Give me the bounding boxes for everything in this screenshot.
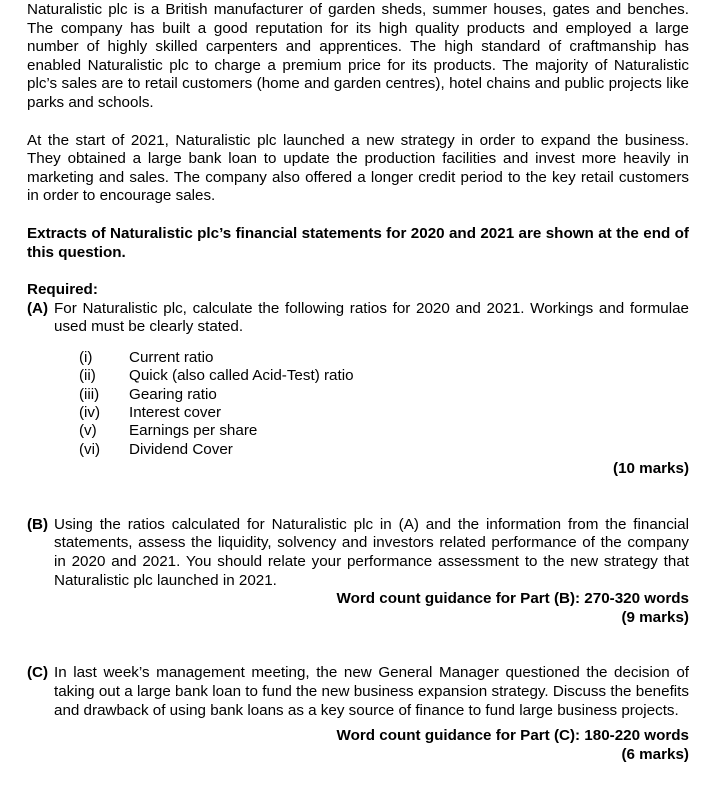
- list-item: [79, 349, 689, 367]
- ratio-number: (i): [79, 348, 93, 366]
- part-b-letter: (B): [27, 515, 49, 533]
- ratio-number: (vi): [79, 440, 101, 458]
- ratio-label: Interest cover: [129, 404, 222, 422]
- list-item: [79, 367, 689, 385]
- ratio-list: [79, 349, 689, 459]
- list-item: [79, 404, 689, 422]
- part-a-letter: (A): [27, 299, 49, 317]
- spacer: [27, 479, 689, 516]
- spacer: [27, 720, 689, 727]
- ratio-label: Gearing ratio: [129, 385, 217, 403]
- spacer: [27, 113, 689, 132]
- spacer: [27, 206, 689, 225]
- part-a: [27, 300, 689, 337]
- part-a-marks: (10 marks): [613, 460, 689, 478]
- part-c-text: In last week’s management meeting, the new General Manager questioned the decision of taking out a large bank loan to fund the new business expansion strategy. Discuss the benefits and drawback of using bank loans as a key source of finance to fund large business projects.: [54, 664, 689, 719]
- part-c-letter: (C): [27, 664, 49, 682]
- ratio-number: (iii): [79, 385, 100, 403]
- part-a-text: For Naturalistic plc, calculate the following ratios for 2020 and 2021. Workings and formulae used must be clearly stated.: [54, 299, 689, 336]
- part-b-word-count: Word count guidance for Part (B): 270-320 words: [336, 590, 689, 608]
- part-c: [27, 664, 689, 720]
- part-b: [27, 516, 689, 590]
- ratio-number: (ii): [79, 367, 96, 385]
- question-document: [27, 1, 689, 764]
- spacer: [27, 627, 689, 664]
- intro-paragraph-2: At the start of 2021, Naturalistic plc launched a new strategy in order to expand the business. They obtained a large bank loan to update the production facilities and invest more heavily in marketing and sales. The company also offered a longer credit period to the key retail customers in order to encourage sales.: [27, 131, 689, 205]
- spacer: [27, 262, 689, 281]
- part-b-text: Using the ratios calculated for Naturalistic plc in (A) and the information from the financial statements, assess the liquidity, solvency and investors related performance of the company in 2020 and 2021. You should relate your performance assessment to the new strategy that Naturalistic plc launched in 2021.: [54, 515, 689, 589]
- ratio-label: Quick (also called Acid-Test) ratio: [129, 367, 354, 385]
- part-b-marks: (9 marks): [621, 608, 689, 626]
- ratio-number: (iv): [79, 404, 101, 422]
- part-c-marks: (6 marks): [621, 745, 689, 763]
- ratio-label: Earnings per share: [129, 422, 258, 440]
- ratio-number: (v): [79, 422, 97, 440]
- extracts-note: Extracts of Naturalistic plc’s financial statements for 2020 and 2021 are shown at the end of this question.: [27, 224, 689, 261]
- required-heading: Required:: [27, 281, 98, 299]
- intro-paragraph-1: Naturalistic plc is a British manufacturer of garden sheds, summer houses, gates and benches. The company has built a good reputation for its high quality products and employed a large number of highly skilled carpenters and apprentices. The high standard of craftmanship has enabled Naturalistic plc to charge a premium price for its products. The majority of Naturalistic plc’s sales are to retail customers (home and garden centres), hotel chains and public projects like parks and schools.: [27, 1, 689, 111]
- list-item: [79, 422, 689, 440]
- list-item: [79, 441, 689, 459]
- ratio-label: Current ratio: [129, 348, 214, 366]
- list-item: [79, 386, 689, 404]
- part-c-word-count: Word count guidance for Part (C): 180-220 words: [336, 727, 689, 745]
- ratio-label: Dividend Cover: [129, 440, 233, 458]
